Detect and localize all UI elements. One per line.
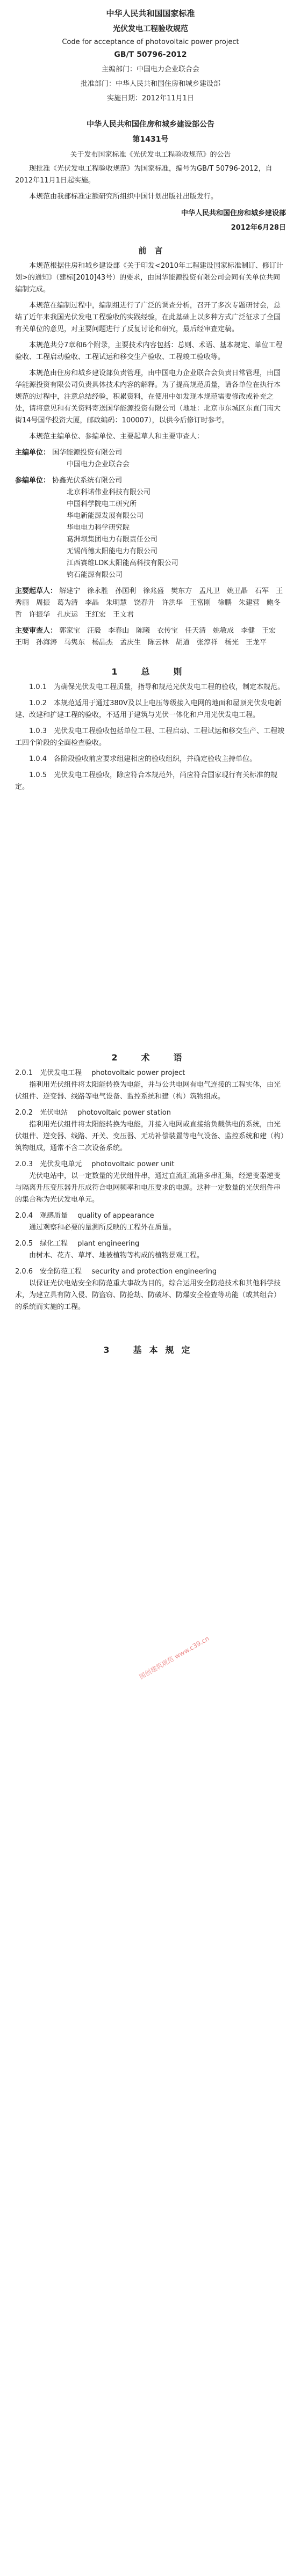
drafters-names: 解建宁 徐永胜 孙国利 徐兆盛 樊东方 孟凡卫 姚丑晶 石军 王秀丽 周振 葛为清 李晶 朱明慧 饶春升 许洪华 王富刚 徐鹏 朱建营 鲍冬哲 许振华 孔庆运 王红宏 王文君 [15,587,283,619]
drafters-block [15,586,286,621]
effective-date: 实施日期：2012年11月1日 [107,94,194,103]
term-2-0-4 [15,1210,286,1222]
term-en: photovoltaic power unit [91,1160,175,1168]
term-2-0-6 [15,1266,286,1278]
announcement-paragraph-2: 本规范由我部标准定额研究所组织中国计划出版社出版发行。 [29,193,218,201]
term-en: security and protection engineering [91,1268,217,1276]
announcement-ministry: 中华人民共和国住房和城乡建设部公告 [87,120,214,129]
term-2-0-1 [15,1067,286,1079]
chief-editor-org: 国华能源投资有限公司 [52,449,123,457]
announcement-date: 2012年6月28日 [231,224,286,232]
term-definition: 指利用光伏组件将太阳能转换为电能，并与公共电网有电气连接的工程实体，由光伏组件、逆变器、线路等电气设备、监控系统和建（构）筑物组成。 [15,1081,281,1101]
chief-editor-block [15,447,286,459]
watermark-text: 图创建筑规范 www.c39.cn [138,1634,211,1681]
clause-1-0-1: 1.0.1 为确保光伏发电工程质量，指导和规范光伏发电工程的验收，制定本规范。 [29,683,285,691]
term-cn: 2.0.6 安全防范工程 [15,1268,82,1276]
announcement-issuer: 中华人民共和国住房和城乡建设部 [181,209,286,217]
term-2-0-3 [15,1159,286,1170]
standard-code: GB/T 50796-2012 [114,50,187,59]
drafters-label: 主要起草人： [15,587,58,595]
announcement-paragraph-1: 现批准《光伏发电工程验收规范》为国家标准，编号为GB/T 50796-2012，自2012年11月1日起实施。 [15,165,273,185]
preface-title: 前 言 [138,246,163,255]
term-cn: 2.0.2 光伏电站 [15,1109,68,1117]
participating-label: 参编单位： [15,477,51,485]
participating-org: 江西赛维LDK太阳能高科技有限公司 [67,559,178,567]
term-cn: 2.0.3 光伏发电单元 [15,1160,82,1168]
chief-editor-label: 主编单位： [15,449,51,457]
preface-paragraph-5: 本规范主编单位、参编单位、主要起草人和主要审查人： [29,433,204,441]
document-title-en: Code for acceptance of photovoltaic power project [62,38,239,46]
participating-org: 华电电力科学研究院 [67,524,130,532]
reviewers-label: 主要审查人： [15,627,58,635]
participating-block [15,475,286,487]
participating-org: 协鑫光伏系统有限公司 [52,477,123,485]
term-en: photovoltaic power project [91,1069,185,1077]
chapter-1-title: 1 总 则 [111,667,190,677]
term-cn: 2.0.5 绿化工程 [15,1240,68,1248]
participating-org: 北京科诺伟业科技有限公司 [67,488,151,496]
reviewers-block [15,625,286,649]
host-department: 主编部门：中国电力企业联合会 [101,65,199,74]
term-en: photovoltaic power station [77,1109,171,1117]
clause-1-0-4: 1.0.4 各阶段验收前应要求组建相应的验收组织，并确定验收主持单位。 [29,755,257,763]
participating-org: 葛洲坝集团电力有限责任公司 [67,536,158,544]
term-definition: 光伏电站中，以一定数量的光伏组件串，通过直流汇流箱多串汇集，经逆变器逆变与隔离升压变压器升压成符合电网频率和电压要求的电源。这种一定数量的光伏组件串的集合称为光伏发电单元。 [15,1172,281,1204]
participating-org: 中国科学院电工研究所 [67,500,137,508]
term-cn: 2.0.4 观感质量 [15,1212,68,1220]
preface-paragraph-3: 本规范共分7章和6个附录，主要技术内容包括：总则、术语、基本规定、单位工程验收、工程启动验收、工程试运和移交生产验收、工程竣工验收等。 [15,341,283,361]
preface-paragraph-4: 本规范由住房和城乡建设部负责管理，由中国电力企业联合会负责日常管理，由国华能源投资有限公司负责具体技术内容的解释。为了提高规范质量，请各单位在执行本规范的过程中，注意总结经验，积累资料，在使用中如发现本规范需要修改或补充之处，请将意见和有关资料寄送国华能源投资有限公司（地址：北京市东城区东直门南大街14号国华投资大厦，邮政编码：100007），以供今后修订时参考。 [15,369,281,425]
term-definition: 指利用光伏组件将太阳能转换为电能，并接入电网或直接给负载供电的系统，由光伏组件、逆变器、线路、开关、变压器、无功补偿装置等电气设备、监控系统和建（构）筑物组成，通常不含二次设备系统。 [15,1121,284,1152]
term-definition: 以保证光伏电站安全和防范重大事故为目的，综合运用安全防范技术和其他科学技术，为建立具有防入侵、防盗窃、防抢劫、防破坏、防爆安全检查等功能（或其组合）的系统而实施的工程。 [15,1279,281,1311]
standard-title: 中华人民共和国国家标准 [106,9,195,18]
term-definition: 通过观察和必要的量测所反映的工程外在质量。 [29,1224,176,1232]
term-definition: 由树木、花卉、草坪、地被植物等构成的植物景观工程。 [29,1252,204,1260]
chief-editor-org-2: 中国电力企业联合会 [67,460,130,469]
approve-department: 批准部门：中华人民共和国住房和城乡建设部 [80,80,220,88]
chapter-2-title: 2 术 语 [111,1052,190,1063]
participating-org: 无锡尚德太阳能电力有限公司 [67,547,158,555]
term-2-0-2 [15,1107,286,1119]
term-2-0-5 [15,1238,286,1250]
clause-1-0-5: 1.0.5 光伏发电工程验收，除应符合本规范外，尚应符合国家现行有关标准的规定。 [15,771,278,791]
participating-org: 华电新能源发展有限公司 [67,512,144,520]
participating-org: 钧石能源有限公司 [67,571,123,579]
chapter-3-title: 3 基本规定 [103,1345,198,1355]
term-en: quality of appearance [77,1212,154,1220]
announcement-subject: 关于发布国家标准《光伏发电工程验收规范》的公告 [70,151,231,159]
reviewers-names: 郭家宝 汪毅 李春山 陈曦 衣传宝 任天清 姚敏成 李健 王宏 王明 孙海涛 马隽东 杨晶杰 孟庆生 陈云林 胡道 张淳祥 杨光 王龙平 [15,627,283,647]
clause-1-0-3: 1.0.3 光伏发电工程验收包括单位工程、工程启动、工程试运和移交生产、工程竣工四个阶段的全面检查验收。 [15,727,285,747]
preface-paragraph-2: 本规范在编制过程中，编制组进行了广泛的调查分析，召开了多次专题研讨会，总结了近年来我国光伏发电工程验收的实践经验，在此基础上以多种方式广泛征求了全国有关单位的意见，对主要问题进行了反复讨论和研究，最后经审查定稿。 [15,302,281,333]
clause-1-0-2: 1.0.2 本规范适用于通过380V及以上电压等级接入电网的地面和屋顶光伏发电新建、改建和扩建工程的验收，不适用于建筑与光伏一体化和户用光伏发电工程。 [15,699,282,719]
preface-paragraph-1: 本规范根据住房和城乡建设部《关于印发<2010年工程建设国家标准制订、修订计划>的通知》（建标[2010]43号）的要求，由国华能源投资有限公司会同有关单位共同编制完成。 [15,262,283,294]
term-en: plant engineering [77,1240,140,1248]
document-title: 光伏发电工程验收规范 [113,25,188,33]
term-cn: 2.0.1 光伏发电工程 [15,1069,82,1077]
announcement-number: 第1431号 [132,135,169,144]
